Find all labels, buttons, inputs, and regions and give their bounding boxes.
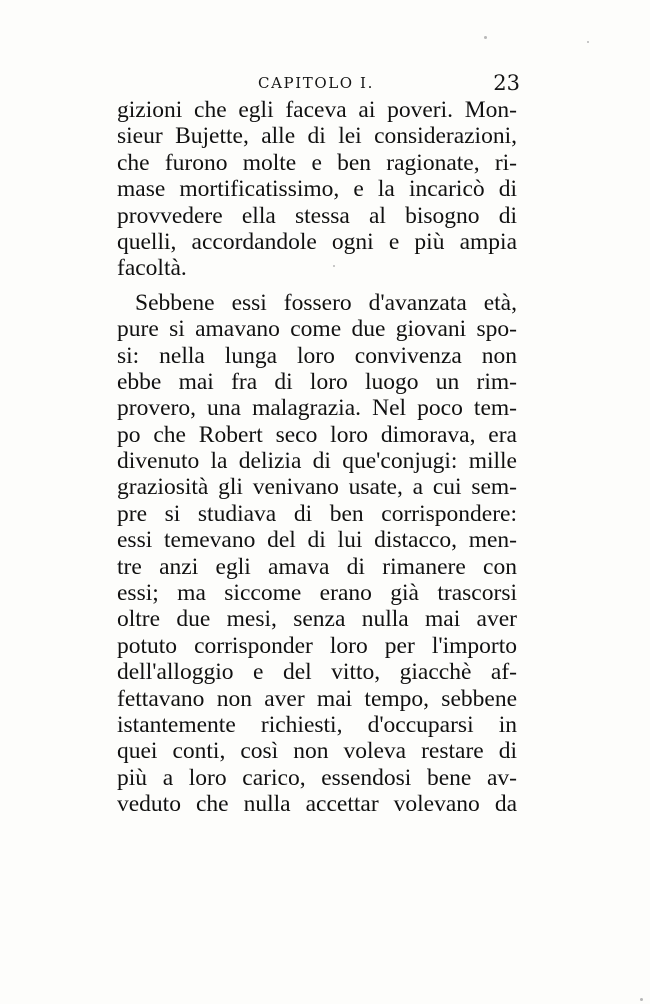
- text-line: potuto corrisponder loro per l'importo: [117, 632, 517, 659]
- running-head: CAPITOLO I.: [258, 74, 374, 92]
- text-line: pure si amavano come due giovani spo-: [117, 316, 517, 343]
- paper-speck: [484, 36, 487, 39]
- text-line: più a loro carico, essendosi bene av-: [117, 764, 517, 791]
- text-line: facoltà.: [117, 255, 187, 282]
- text-line: essi; ma siccome erano già trascorsi: [117, 580, 517, 607]
- paragraph-2: [117, 290, 517, 818]
- text-line: ebbe mai fra di loro luogo un rim-: [117, 368, 517, 395]
- paper-speck: [640, 998, 643, 1001]
- text-line: dell'alloggio e del vitto, giacchè af-: [117, 659, 517, 686]
- page-header: [120, 71, 520, 98]
- paragraph-gap: [117, 282, 517, 290]
- text-line: essi temevano del di lui distacco, men-: [117, 527, 517, 554]
- text-line: mase mortificatissimo, e la incaricò di: [117, 176, 517, 203]
- paragraph-1: [117, 97, 517, 282]
- paper-speck: [333, 265, 335, 267]
- text-line: oltre due mesi, senza nulla mai aver: [117, 606, 517, 633]
- text-line: graziosità gli venivano usate, a cui sem-: [117, 474, 517, 501]
- text-line: tre anzi egli amava di rimanere con: [117, 553, 517, 580]
- text-line: Sebbene essi fossero d'avanzata età,: [135, 289, 517, 316]
- text-line: gizioni che egli faceva ai poveri. Mon-: [117, 97, 517, 123]
- text-line: quei conti, così non voleva restare di: [117, 738, 517, 765]
- text-line: sieur Bujette, alle di lei considerazioni,: [117, 123, 517, 150]
- text-line: pre si studiava di ben corrispondere:: [117, 500, 517, 527]
- text-line: provvedere ella stessa al bisogno di: [117, 202, 517, 229]
- text-line: si: nella lunga loro convivenza non: [117, 342, 517, 369]
- text-line: veduto che nulla accettar volevano da: [117, 791, 517, 818]
- body-text: [117, 97, 517, 818]
- text-line: quelli, accordandole ogni e più ampia: [117, 228, 517, 255]
- text-line: po che Robert seco loro dimorava, era: [117, 421, 517, 448]
- page-number: 23: [493, 71, 520, 95]
- text-line: che furono molte e ben ragionate, ri-: [117, 149, 517, 176]
- text-line: provero, una malagrazia. Nel poco tem-: [117, 395, 517, 422]
- text-line: istantemente richiesti, d'occuparsi in: [117, 711, 517, 738]
- text-line: fettavano non aver mai tempo, sebbene: [117, 685, 517, 712]
- text-line: divenuto la delizia di que'conjugi: mille: [117, 448, 517, 475]
- paper-speck: [587, 41, 589, 43]
